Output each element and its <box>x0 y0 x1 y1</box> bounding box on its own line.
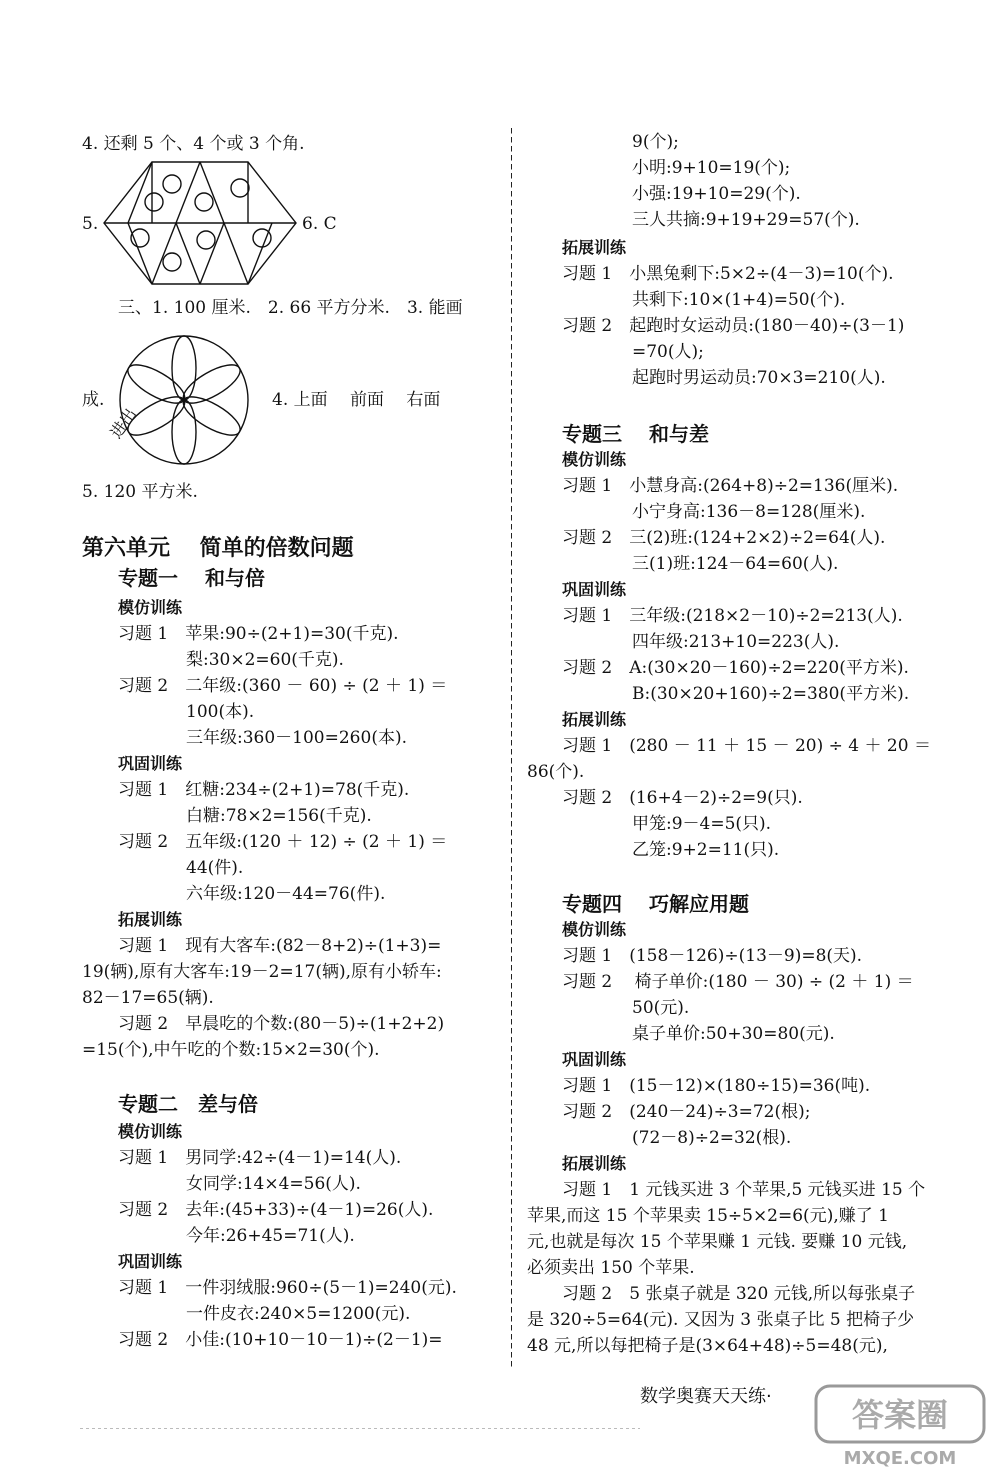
text-line: 习题 2 早晨吃的个数:(80－5)÷(1+2+2) <box>118 1014 445 1034</box>
svg-text:答案圈: 答案圈 <box>851 1396 949 1434</box>
sub-heading: 拓展训练 <box>118 910 183 929</box>
text-line: 习题 2 (16+4－2)÷2=9(只). <box>562 788 803 808</box>
sub-heading: 巩固训练 <box>562 580 627 599</box>
answer-section-3: 三、1. 100 厘米. 2. 66 平方分米. 3. 能画 <box>118 298 463 318</box>
text-line: =70(人); <box>632 342 704 362</box>
text-line: 9(个); <box>632 132 679 152</box>
footer-rule <box>80 1428 640 1429</box>
answer-5-label: 5. <box>82 214 99 234</box>
answer-5-area: 5. 120 平方米. <box>82 482 198 502</box>
text-line: 起跑时男运动员:70×3=210(人). <box>632 368 886 388</box>
answer-4-views: 4. 上面 前面 右面 <box>272 390 441 410</box>
text-line: 六年级:120－44=76(件). <box>186 884 386 904</box>
text-line: 必须卖出 150 个苹果. <box>527 1258 695 1278</box>
text-line: 白糖:78×2=156(千克). <box>186 806 372 826</box>
text-line: 四年级:213+10=223(人). <box>632 632 840 652</box>
text-line: 50(元). <box>632 998 690 1018</box>
answer-4: 4. 还剩 5 个、4 个或 3 个角. <box>82 134 305 154</box>
text-line: B:(30×20+160)÷2=380(平方米). <box>632 684 910 704</box>
text-line: 习题 1 小慧身高:(264+8)÷2=136(厘米). <box>562 476 899 496</box>
text-line: 是 320÷5=64(元). 又因为 3 张桌子比 5 把椅子少 <box>527 1310 915 1330</box>
hexagon-figure <box>100 158 300 288</box>
sub-heading: 巩固训练 <box>118 1252 183 1271</box>
text-line: 习题 1 1 元钱买进 3 个苹果,5 元钱买进 15 个 <box>562 1180 926 1200</box>
text-line: 48 元,所以每把椅子是(3×64+48)÷5=48(元), <box>527 1336 888 1356</box>
text-line: 乙笼:9+2=11(只). <box>632 840 780 860</box>
footer-book-title: 数学奥赛天天练· <box>640 1386 772 1407</box>
flower-circle-figure <box>116 332 252 468</box>
text-line: 习题 2 5 张桌子就是 320 元钱,所以每张桌子 <box>562 1284 916 1304</box>
text-line: 共剩下:10×(1+4)=50(个). <box>632 290 846 310</box>
text-line: 习题 2 小佳:(10+10－10－1)÷(2－1)= <box>118 1330 443 1350</box>
text-line: 习题 1 三年级:(218×2－10)÷2=213(人). <box>562 606 903 626</box>
text-line: 习题 2 二年级:(360 － 60) ÷ (2 ＋ 1) ＝ <box>118 676 448 696</box>
text-line: 甲笼:9－4=5(只). <box>632 814 772 834</box>
topic-heading: 专题一 和与倍 <box>118 566 265 590</box>
text-line: 习题 2 (240－24)÷3=72(根); <box>562 1102 811 1122</box>
text-line: 今年:26+45=71(人). <box>186 1226 355 1246</box>
sub-heading: 拓展训练 <box>562 238 627 257</box>
topic-heading: 专题三 和与差 <box>562 422 709 446</box>
column-divider <box>511 128 512 1368</box>
text-line: 梨:30×2=60(千克). <box>186 650 344 670</box>
text-line: 小强:19+10=29(个). <box>632 184 801 204</box>
text-line: 小明:9+10=19(个); <box>632 158 791 178</box>
sub-heading: 模仿训练 <box>562 450 627 469</box>
sub-heading: 巩固训练 <box>562 1050 627 1069</box>
text-line: 元,也就是每次 15 个苹果赚 1 元钱. 要赚 10 元钱, <box>527 1232 908 1252</box>
text-line: 习题 1 红糖:234÷(2+1)=78(千克). <box>118 780 410 800</box>
text-line: 三(1)班:124－64=60(人). <box>632 554 839 574</box>
text-line: 82－17=65(辆). <box>82 988 214 1008</box>
sub-heading: 模仿训练 <box>118 1122 183 1141</box>
text-line: 习题 1 (15－12)×(180÷15)=36(吨). <box>562 1076 871 1096</box>
sub-heading: 巩固训练 <box>118 754 183 773</box>
circle-entrance-label: 进出 <box>106 404 141 442</box>
text-line: 19(辆),原有大客车:19－2=17(辆),原有小轿车: <box>82 962 442 982</box>
text-line: 86(个). <box>527 762 585 782</box>
text-line: 女同学:14×4=56(人). <box>186 1174 361 1194</box>
text-line: 习题 1 男同学:42÷(4－1)=14(人). <box>118 1148 402 1168</box>
answer-3-cont: 成. <box>82 390 105 410</box>
svg-text:MXQE.COM: MXQE.COM <box>843 1448 957 1469</box>
text-line: 一件皮衣:240×5=1200(元). <box>186 1304 411 1324</box>
sub-heading: 拓展训练 <box>562 710 627 729</box>
unit-heading: 第六单元 简单的倍数问题 <box>82 536 354 561</box>
sub-heading: 模仿训练 <box>562 920 627 939</box>
text-line: 桌子单价:50+30=80(元). <box>632 1024 835 1044</box>
text-line: 习题 2 椅子单价:(180 － 30) ÷ (2 ＋ 1) ＝ <box>562 972 914 992</box>
text-line: 习题 1 (280 － 11 ＋ 15 － 20) ÷ 4 ＋ 20 ＝ <box>562 736 931 756</box>
text-line: 习题 1 一件羽绒服:960÷(5－1)=240(元). <box>118 1278 457 1298</box>
answer-6: 6. C <box>302 214 337 234</box>
text-line: 习题 1 苹果:90÷(2+1)=30(千克). <box>118 624 399 644</box>
sub-heading: 模仿训练 <box>118 598 183 617</box>
text-line: 习题 1 (158－126)÷(13－9)=8(天). <box>562 946 863 966</box>
topic-heading: 专题二 差与倍 <box>118 1092 258 1116</box>
text-line: 习题 1 小黑兔剩下:5×2÷(4－3)=10(个). <box>562 264 894 284</box>
text-line: 44(件). <box>186 858 244 878</box>
text-line: (72－8)÷2=32(根). <box>632 1128 792 1148</box>
text-line: =15(个),中午吃的个数:15×2=30(个). <box>82 1040 380 1060</box>
text-line: 习题 2 A:(30×20－160)÷2=220(平方米). <box>562 658 909 678</box>
text-line: 小宁身高:136－8=128(厘米). <box>632 502 866 522</box>
text-line: 习题 2 五年级:(120 ＋ 12) ÷ (2 ＋ 1) ＝ <box>118 832 448 852</box>
sub-heading: 拓展训练 <box>562 1154 627 1173</box>
text-line: 习题 2 去年:(45+33)÷(4－1)=26(人). <box>118 1200 434 1220</box>
text-line: 习题 2 起跑时女运动员:(180－40)÷(3－1) <box>562 316 905 336</box>
text-line: 习题 2 三(2)班:(124+2×2)÷2=64(人). <box>562 528 886 548</box>
text-line: 三人共摘:9+19+29=57(个). <box>632 210 860 230</box>
topic-heading: 专题四 巧解应用题 <box>562 892 749 916</box>
text-line: 100(本). <box>186 702 255 722</box>
text-line: 三年级:360－100=260(本). <box>186 728 407 748</box>
text-line: 苹果,而这 15 个苹果卖 15÷5×2=6(元),赚了 1 <box>527 1206 889 1226</box>
watermark-logo-icon <box>810 1380 990 1470</box>
text-line: 习题 1 现有大客车:(82－8+2)÷(1+3)= <box>118 936 442 956</box>
